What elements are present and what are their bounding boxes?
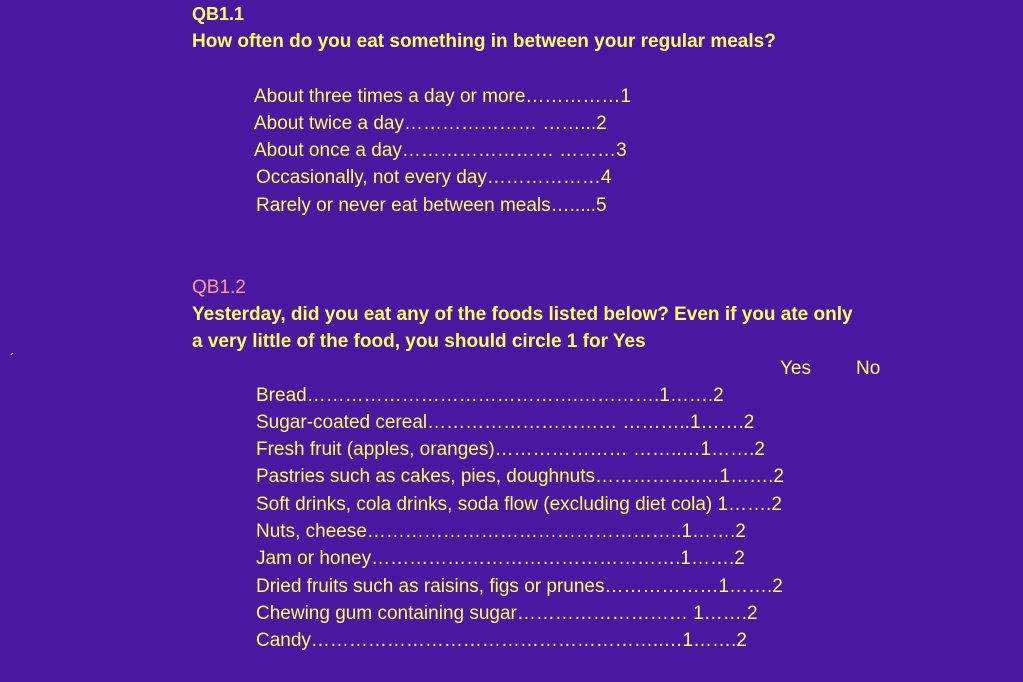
food-item-row: Nuts, cheese…………………………………………..1…….2 <box>256 521 746 542</box>
column-header-yes: Yes <box>780 358 811 379</box>
food-item-row: Candy………………………………………………..…1…….2 <box>256 630 747 651</box>
column-header-no: No <box>856 358 881 379</box>
question-text-qb1-2-line1: Yesterday, did you eat any of the foods listed below? Even if you ate only <box>192 304 853 325</box>
food-item-row: Soft drinks, cola drinks, soda flow (excluding diet cola) 1…….2 <box>256 494 782 515</box>
answer-option: Occasionally, not every day………………4 <box>256 167 612 188</box>
question-text-qb1-2-line2: a very little of the food, you should circle 1 for Yes <box>192 331 646 352</box>
question-text-qb1-1: How often do you eat something in between your regular meals? <box>192 31 776 52</box>
answer-option: About once a day…………………… ………3 <box>254 140 627 161</box>
stray-mark: ´ <box>10 350 15 366</box>
food-item-row: Dried fruits such as raisins, figs or prunes………………1…….2 <box>256 576 783 597</box>
food-item-row: Bread…………………………………….………….1…….2 <box>256 385 724 406</box>
food-item-row: Jam or honey………………………………………….1…….2 <box>256 548 745 569</box>
answer-option: About twice a day………………… ……...2 <box>254 113 607 134</box>
answer-option: About three times a day or more……………1 <box>254 86 631 107</box>
question-id-qb1-1: QB1.1 <box>192 4 245 24</box>
question-id-qb1-2: QB1.2 <box>192 277 246 298</box>
answer-option: Rarely or never eat between meals….....5 <box>256 195 607 216</box>
food-item-row: Chewing gum containing sugar……………………… 1…….2 <box>256 603 758 624</box>
food-item-row: Fresh fruit (apples, oranges)………………… ……..…1…….2 <box>256 439 765 460</box>
food-item-row: Pastries such as cakes, pies, doughnuts……………..…1…….2 <box>256 466 784 487</box>
food-item-row: Sugar-coated cereal………………………… ………..1…….2 <box>256 412 755 433</box>
